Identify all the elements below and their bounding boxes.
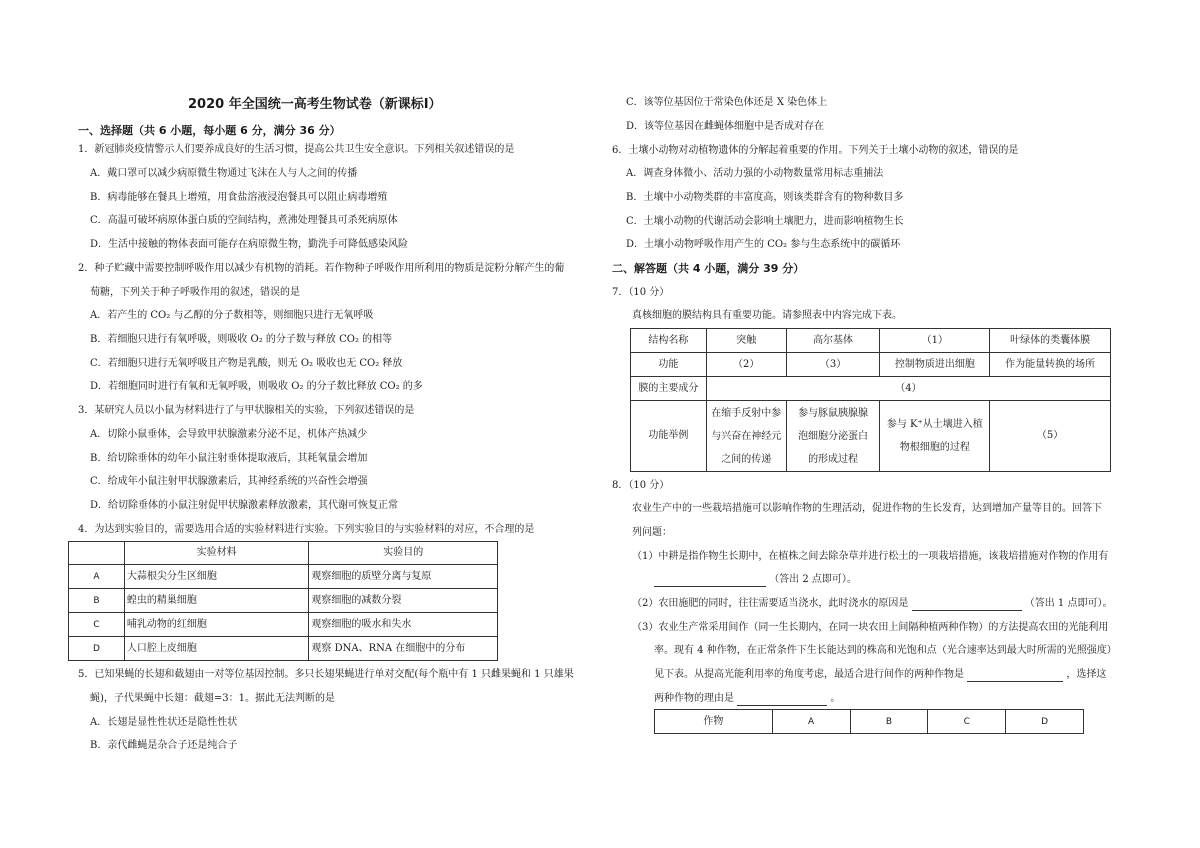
table-row	[631, 377, 1111, 401]
table-cell: （2）	[706, 353, 786, 377]
answer-blank[interactable]	[737, 694, 827, 706]
table-cell: （4）	[706, 377, 1110, 401]
q2-stem-line1: 2．种子贮藏中需要控制呼吸作用以减少有机物的消耗。若作物种子呼吸作用所利用的物质是淀粉分解产生的葡	[78, 263, 565, 274]
table-cell: 高尔基体	[786, 329, 880, 353]
table-cell: 哺乳动物的红细胞	[124, 613, 309, 637]
section1-heading: 一、选择题（共 6 小题，每小题 6 分，满分 36 分）	[78, 124, 341, 137]
table-cell: 观察 DNA、RNA 在细胞中的分布	[309, 637, 498, 661]
q5-option-c: C．该等位基因位于常染色体还是 X 染色体上	[626, 97, 828, 108]
table-cell: 突触	[706, 329, 786, 353]
q3-option-c: C．给成年小鼠注射甲状腺激素后，其神经系统的兴奋性会增强	[90, 476, 368, 487]
q5-stem-line1: 5．已知果蝇的长翅和截翅由一对等位基因控制。多只长翅果蝇进行单对交配(每个瓶中有 1 只雌果蝇和 1 只雄果	[78, 669, 574, 680]
answer-blank[interactable]	[967, 670, 1063, 682]
table-row	[69, 565, 498, 589]
q1-option-b: B．病毒能够在餐具上增殖，用食盐溶液浸泡餐具可以阻止病毒增殖	[90, 192, 388, 203]
q8-part2-note: （答出 1 点即可）。	[1024, 598, 1113, 609]
q5-stem-line2: 蝇)，子代果蝇中长翅：截翅=3：1。据此无法判断的是	[90, 693, 336, 704]
q8-part3-reason: 两种作物的理由是	[654, 693, 734, 704]
section2-heading: 二、解答题（共 4 小题，满分 39 分）	[612, 262, 805, 275]
q6-option-d: D．土壤小动物呼吸作用产生的 CO₂ 参与生态系统中的碳循环	[626, 239, 901, 250]
table-cell: 控制物质进出细胞	[880, 353, 990, 377]
cell-line: 的形成过程	[808, 453, 859, 465]
q3-option-b: B．给切除垂体的幼年小鼠注射垂体提取液后，其耗氧量会增加	[90, 453, 368, 464]
cell-line: 之间的传递	[721, 453, 772, 465]
q3-option-d: D．给切除垂体的小鼠注射促甲状腺激素释放激素，其代谢可恢复正常	[90, 500, 399, 511]
table-cell: D	[1006, 710, 1084, 734]
table-cell: B	[69, 589, 125, 613]
table-cell	[786, 401, 880, 472]
table-cell: 功能举例	[631, 401, 707, 472]
table-row	[69, 589, 498, 613]
table-cell	[706, 401, 786, 472]
table-cell: （3）	[786, 353, 880, 377]
q5-option-d: D．该等位基因在雌蝇体细胞中是否成对存在	[626, 121, 825, 132]
q2-stem-line2: 萄糖，下列关于种子呼吸作用的叙述，错误的是	[90, 287, 300, 298]
q5-option-a: A．长翅是显性性状还是隐性性状	[90, 717, 238, 728]
q1-option-c: C．高温可破坏病原体蛋白质的空间结构，煮沸处理餐具可杀死病原体	[90, 215, 398, 226]
q7-number: 7．（10 分）	[612, 287, 670, 298]
table-cell: B	[850, 710, 928, 734]
table-cell: A	[69, 565, 125, 589]
table-row	[631, 329, 1111, 353]
answer-blank[interactable]	[912, 599, 1022, 611]
table-cell: 蝗虫的精巢细胞	[124, 589, 309, 613]
q7-intro: 真核细胞的膜结构具有重要功能。请参照表中内容完成下表。	[632, 310, 902, 321]
q8-part3-text: 见下表。从提高光能利用率的角度考虑，最适合进行间作的两种作物是	[654, 669, 964, 680]
table-cell: 作物	[655, 710, 773, 734]
q8-intro-line2: 列问题：	[632, 527, 672, 538]
q2-option-b: B．若细胞只进行有氧呼吸，则吸收 O₂ 的分子数与释放 CO₂ 的相等	[90, 334, 393, 345]
answer-blank[interactable]	[654, 575, 766, 587]
q1-stem: 1．新冠肺炎疫情警示人们要养成良好的生活习惯，提高公共卫生安全意识。下列相关叙述错误的是	[78, 144, 515, 155]
q2-option-a: A．若产生的 CO₂ 与乙醇的分子数相等，则细胞只进行无氧呼吸	[90, 310, 374, 321]
table-cell: C	[928, 710, 1006, 734]
cell-line: 在缩手反射中参	[711, 407, 782, 419]
table-row	[631, 401, 1111, 472]
q3-stem: 3．某研究人员以小鼠为材料进行了与甲状腺相关的实验，下列叙述错误的是	[78, 405, 415, 416]
q1-option-a: A．戴口罩可以减少病原微生物通过飞沫在人与人之间的传播	[90, 168, 358, 179]
q8-part2-text: （2）农田施肥的同时，往往需要适当浇水，此时浇水的原因是	[632, 598, 909, 609]
q8-part3-line2: 率。现有 4 种作物，在正常条件下生长能达到的株高和光饱和点（光合速率达到最大时所需的光照强度）	[654, 645, 1117, 656]
table-cell: 观察细胞的质壁分离与复原	[309, 565, 498, 589]
cell-line: 泡细胞分泌蛋白	[798, 430, 869, 442]
q4-header-cell	[69, 542, 125, 565]
table-cell: 观察细胞的减数分裂	[309, 589, 498, 613]
q6-option-c: C．土壤小动物的代谢活动会影响土壤肥力，进而影响植物生长	[626, 216, 904, 227]
q8-part3-line4	[654, 692, 840, 706]
table-cell: （5）	[990, 401, 1111, 472]
cell-line: 参与 K⁺从土壤进入植	[886, 419, 983, 430]
table-cell: 叶绿体的类囊体膜	[990, 329, 1111, 353]
table-cell: 作为能量转换的场所	[990, 353, 1111, 377]
table-cell: 膜的主要成分	[631, 377, 707, 401]
q6-stem: 6．土壤小动物对动植物遗体的分解起着重要的作用。下列关于土壤小动物的叙述，错误的是	[612, 145, 1019, 156]
q7-table	[630, 328, 1111, 472]
q8-part2	[632, 597, 1112, 611]
q1-option-d: D．生活中接触的物体表面可能存在病原微生物，勤洗手可降低感染风险	[90, 239, 409, 250]
q8-part3-line3	[654, 668, 1106, 682]
q4-stem: 4．为达到实验目的，需要选用合适的实验材料进行实验。下列实验目的与实验材料的对应，不合理的是	[78, 524, 535, 535]
table-cell: C	[69, 613, 125, 637]
table-cell	[880, 401, 990, 472]
q8-part1-line1: （1）中耕是指作物生长期中，在植株之间去除杂草并进行松土的一项栽培措施，该栽培措施对作物的作用有	[632, 551, 1109, 562]
page-title: 2020 年全国统一高考生物试卷（新课标Ⅰ）	[188, 97, 442, 112]
q3-option-a: A．切除小鼠垂体，会导致甲状腺激素分泌不足，机体产热减少	[90, 429, 368, 440]
table-cell: （1）	[880, 329, 990, 353]
q8-intro-line1: 农业生产中的一些栽培措施可以影响作物的生理活动，促进作物的生长发育，达到增加产量等目的。回答下	[632, 503, 1102, 514]
table-row	[69, 613, 498, 637]
table-cell: 人口腔上皮细胞	[124, 637, 309, 661]
table-cell: 观察细胞的吸水和失水	[309, 613, 498, 637]
table-cell: 结构名称	[631, 329, 707, 353]
q8-part3-cont: ，选择这	[1066, 669, 1107, 680]
q8-part1-note: （答出 2 点即可）。	[769, 574, 857, 585]
table-cell: A	[772, 710, 850, 734]
q8-table	[654, 709, 1084, 734]
q6-option-a: A．调查身体微小、活动力强的小动物数量常用标志重捕法	[626, 168, 884, 179]
q8-part1-line2	[654, 573, 857, 587]
q8-part3-line1: （3）农业生产常采用间作（同一生长期内，在同一块农田上间隔种植两种作物）的方法提高农田的光能利用	[632, 622, 1109, 633]
table-cell: D	[69, 637, 125, 661]
table-cell: 大蒜根尖分生区细胞	[124, 565, 309, 589]
cell-line: 与兴奋在神经元	[711, 430, 782, 442]
q8-part3-end: 。	[830, 693, 841, 704]
q4-header-cell: 实验材料	[124, 542, 309, 565]
table-row	[631, 353, 1111, 377]
q4-table-header	[69, 542, 498, 565]
cell-line: 参与豚鼠胰腺腺	[798, 407, 869, 419]
q2-option-d: D．若细胞同时进行有氧和无氧呼吸，则吸收 O₂ 的分子数比释放 CO₂ 的多	[90, 381, 423, 392]
q2-option-c: C．若细胞只进行无氧呼吸且产物是乳酸，则无 O₂ 吸收也无 CO₂ 释放	[90, 358, 403, 369]
q6-option-b: B．土壤中小动物类群的丰富度高，则该类群含有的物种数目多	[626, 192, 904, 203]
cell-line: 物根细胞的过程	[899, 442, 970, 453]
q5-option-b: B．亲代雌蝇是杂合子还是纯合子	[90, 740, 238, 751]
table-row	[69, 637, 498, 661]
q4-header-cell: 实验目的	[309, 542, 498, 565]
q4-table	[68, 541, 498, 661]
q8-number: 8．（10 分）	[612, 480, 670, 491]
table-row	[655, 710, 1084, 734]
table-cell: 功能	[631, 353, 707, 377]
